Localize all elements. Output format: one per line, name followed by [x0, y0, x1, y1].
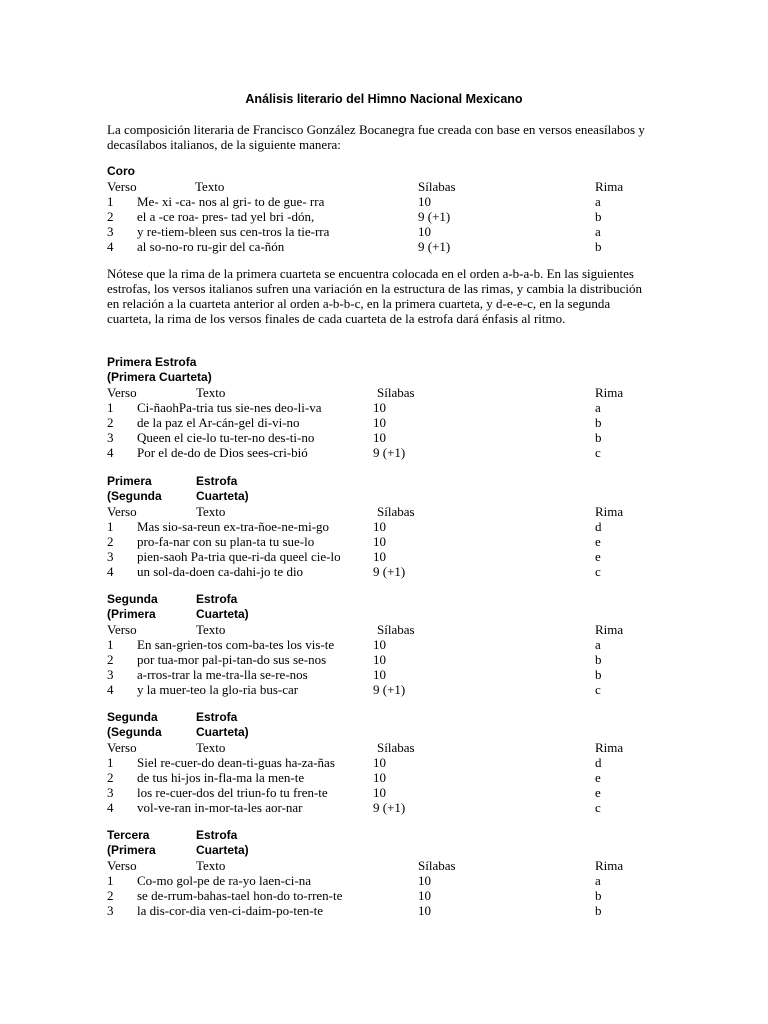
rhyme: c [595, 445, 601, 460]
col-rima: Rima [595, 504, 624, 519]
section-heading-label: Estrofa [196, 474, 238, 488]
section-heading-label: Primera [107, 474, 152, 488]
verse-text: Me- xi -ca- nos al gri- to de gue- rra [137, 194, 325, 209]
section-heading-line1 [107, 828, 667, 843]
column-headers [107, 622, 667, 637]
section-heading-line1 [107, 355, 667, 370]
section-heading-line1 [107, 474, 667, 489]
col-texto: Texto [196, 858, 226, 873]
section-heading-label: Tercera [107, 828, 150, 842]
verse-text: En san-grien-tos com-ba-tes los vis-te [137, 637, 335, 652]
syllable-count: 10 [373, 534, 386, 549]
rhyme: d [595, 519, 602, 534]
verso-number: 3 [107, 549, 114, 564]
rhyme: a [595, 224, 601, 239]
rhyme: d [595, 755, 602, 770]
section-segunda-estrofa-primera-cuarteta [107, 592, 667, 697]
syllable-count: 9 (+1) [373, 800, 406, 815]
table-row [107, 873, 667, 888]
col-texto: Texto [196, 740, 226, 755]
rhyme: e [595, 549, 601, 564]
col-verso: Verso [107, 740, 137, 755]
col-rima: Rima [595, 740, 624, 755]
verso-number: 2 [107, 652, 114, 667]
col-silabas: Sílabas [377, 622, 415, 637]
table-row [107, 652, 667, 667]
table-row [107, 564, 667, 579]
syllable-count: 10 [418, 888, 431, 903]
rhyme: b [595, 652, 602, 667]
column-headers [107, 858, 667, 873]
column-headers [107, 385, 667, 400]
rhyme: e [595, 770, 601, 785]
section-heading-label: (Primera [107, 843, 156, 857]
table-row [107, 682, 667, 697]
verso-number: 2 [107, 209, 114, 224]
section-heading-label: Estrofa [196, 710, 238, 724]
verse-text: Ci-ñaohPa-tria tus sie-nes deo-li-va [137, 400, 322, 415]
col-rima: Rima [595, 858, 624, 873]
section-segunda-estrofa-segunda-cuarteta [107, 710, 667, 815]
verse-text: vol-ve-ran in-mor-ta-les aor-nar [137, 800, 303, 815]
col-verso: Verso [107, 622, 137, 637]
syllable-count: 10 [373, 785, 386, 800]
table-row [107, 888, 667, 903]
table-row [107, 224, 667, 239]
verso-number: 1 [107, 637, 114, 652]
table-row [107, 430, 667, 445]
col-texto: Texto [196, 504, 226, 519]
verse-text: se de-rrum-bahas-tael hon-do to-rren-te [137, 888, 343, 903]
rhyme: c [595, 682, 601, 697]
table-row [107, 549, 667, 564]
section-heading-label: Cuarteta) [196, 607, 249, 621]
section-heading-label: Cuarteta) [196, 489, 249, 503]
table-row [107, 667, 667, 682]
verse-text: al so-no-ro ru-gir del ca-ñón [137, 239, 285, 254]
verse-text: y la muer-teo la glo-ria bus-car [137, 682, 299, 697]
verse-text: Siel re-cuer-do dean-ti-guas ha-za-ñas [137, 755, 335, 770]
verse-text: Mas sio-sa-reun ex-tra-ñoe-ne-mi-go [137, 519, 330, 534]
table-row [107, 637, 667, 652]
table-row [107, 519, 667, 534]
verse-text: y re-tiem-bleen sus cen-tros la tie-rra [137, 224, 330, 239]
table-row [107, 239, 667, 254]
syllable-count: 9 (+1) [418, 239, 451, 254]
syllable-count: 10 [373, 519, 386, 534]
verse-text: un sol-da-doen ca-dahi-jo te dio [137, 564, 304, 579]
verso-number: 4 [107, 445, 114, 460]
table-row [107, 903, 667, 918]
syllable-count: 10 [373, 652, 386, 667]
section-heading-label: Cuarteta) [196, 725, 249, 739]
table-row [107, 445, 667, 460]
verso-number: 2 [107, 534, 114, 549]
rhyme: b [595, 888, 602, 903]
verso-number: 1 [107, 400, 114, 415]
rhyme: e [595, 534, 601, 549]
table-row [107, 755, 667, 770]
col-rima: Rima [595, 622, 624, 637]
syllable-count: 10 [373, 549, 386, 564]
section-heading-line2 [107, 725, 667, 740]
verse-text: Por el de-do de Dios sees-cri-bió [137, 445, 308, 460]
syllable-count: 9 (+1) [373, 682, 406, 697]
section-heading-label: (Primera [107, 607, 156, 621]
column-headers [107, 504, 667, 519]
col-texto: Texto [195, 179, 225, 194]
section-tercera-estrofa-primera-cuarteta [107, 828, 667, 918]
syllable-count: 10 [418, 224, 431, 239]
verso-number: 3 [107, 785, 114, 800]
section-heading-line2 [107, 843, 667, 858]
section-heading-label: (Primera Cuarteta) [107, 370, 212, 384]
syllable-count: 9 (+1) [418, 209, 451, 224]
rhyme: a [595, 873, 601, 888]
section-heading-label: Segunda [107, 710, 158, 724]
rhyme: b [595, 415, 602, 430]
verse-text: Queen el cie-lo tu-ter-no des-ti-no [137, 430, 315, 445]
syllable-count: 10 [373, 770, 386, 785]
section-heading-line2 [107, 607, 667, 622]
verse-text: el a -ce roa- pres- tad yel bri -dón, [137, 209, 315, 224]
syllable-count: 10 [418, 873, 431, 888]
col-rima: Rima [595, 385, 624, 400]
rhyme: e [595, 785, 601, 800]
column-headers [107, 740, 667, 755]
verso-number: 3 [107, 667, 114, 682]
document-title: Análisis literario del Himno Nacional Mexicano [245, 92, 523, 106]
syllable-count: 10 [418, 903, 431, 918]
coro-heading: Coro [107, 164, 135, 178]
col-verso: Verso [107, 179, 137, 194]
col-silabas: Sílabas [377, 740, 415, 755]
syllable-count: 10 [373, 667, 386, 682]
verse-text: a-rros-trar la me-tra-lla se-re-nos [137, 667, 308, 682]
section-heading-label: Cuarteta) [196, 843, 249, 857]
verse-text: los re-cuer-dos del triun-fo tu fren-te [137, 785, 328, 800]
intro-text: La composición literaria de Francisco González Bocanegra fue creada con base en versos eneasílabos y decasílabos italianos, de la siguiente manera: [107, 122, 645, 152]
col-verso: Verso [107, 858, 137, 873]
table-row [107, 209, 667, 224]
col-verso: Verso [107, 504, 137, 519]
syllable-count: 10 [373, 637, 386, 652]
col-verso: Verso [107, 385, 137, 400]
syllable-count: 10 [373, 755, 386, 770]
section-heading-label: Estrofa [196, 592, 238, 606]
section-heading-label: Primera Estrofa [107, 355, 197, 369]
col-silabas: Sílabas [377, 504, 415, 519]
rhyme: a [595, 400, 601, 415]
verse-text: de la paz el Ar-cán-gel di-vi-no [137, 415, 300, 430]
section-primera-estrofa-primera-cuarteta [107, 355, 667, 460]
verso-number: 4 [107, 239, 114, 254]
rhyme: a [595, 637, 601, 652]
note-paragraph [107, 266, 652, 326]
col-texto: Texto [196, 385, 226, 400]
verso-number: 2 [107, 770, 114, 785]
syllable-count: 10 [373, 415, 386, 430]
verse-text: pro-fa-nar con su plan-ta tu sue-lo [137, 534, 315, 549]
coro-section [107, 164, 667, 254]
rhyme: a [595, 194, 601, 209]
verso-number: 3 [107, 430, 114, 445]
section-heading-line1 [107, 592, 667, 607]
verso-number: 4 [107, 682, 114, 697]
section-heading-label: (Segunda [107, 489, 162, 503]
syllable-count: 10 [373, 430, 386, 445]
rhyme: c [595, 800, 601, 815]
verse-text: pien-saoh Pa-tria que-ri-da queel cie-lo [137, 549, 341, 564]
verso-number: 1 [107, 873, 114, 888]
verso-number: 4 [107, 564, 114, 579]
rhyme: b [595, 903, 602, 918]
verso-number: 4 [107, 800, 114, 815]
table-row [107, 534, 667, 549]
verse-text: por tua-mor pal-pi-tan-do sus se-nos [137, 652, 327, 667]
syllable-count: 9 (+1) [373, 564, 406, 579]
col-silabas: Sílabas [418, 179, 456, 194]
section-heading-line2 [107, 489, 667, 504]
note-text: Nótese que la rima de la primera cuarteta se encuentra colocada en el orden a-b-a-b. En las siguientes estrofas, los versos italianos sufren una variación en la estructura de las rimas, y cambia la distribución en relación a la cuarteta anterior al orden a-b-b-c, en la primera cuarteta, y d-e-e-c, en la segunda cuarteta, la rima de los versos finales de cada cuarteta de la estrofa dará énfasis al ritmo. [107, 266, 642, 326]
table-row [107, 194, 667, 209]
syllable-count: 9 (+1) [373, 445, 406, 460]
verse-text: Co-mo gol-pe de ra-yo laen-ci-na [137, 873, 311, 888]
section-heading-line1 [107, 710, 667, 725]
col-silabas: Sílabas [418, 858, 456, 873]
verso-number: 1 [107, 755, 114, 770]
section-heading-label: Segunda [107, 592, 158, 606]
verso-number: 1 [107, 519, 114, 534]
coro-column-headers [107, 179, 667, 194]
col-silabas: Sílabas [377, 385, 415, 400]
col-texto: Texto [196, 622, 226, 637]
rhyme: b [595, 239, 602, 254]
verso-number: 3 [107, 224, 114, 239]
verso-number: 2 [107, 415, 114, 430]
verso-number: 1 [107, 194, 114, 209]
section-heading-label: (Segunda [107, 725, 162, 739]
verse-text: la dis-cor-dia ven-ci-daim-po-ten-te [137, 903, 323, 918]
verso-number: 2 [107, 888, 114, 903]
rhyme: b [595, 209, 602, 224]
table-row [107, 400, 667, 415]
intro-paragraph [107, 122, 652, 152]
table-row [107, 800, 667, 815]
rhyme: b [595, 667, 602, 682]
syllable-count: 10 [373, 400, 386, 415]
table-row [107, 415, 667, 430]
table-row [107, 770, 667, 785]
col-rima: Rima [595, 179, 624, 194]
section-heading-label: Estrofa [196, 828, 238, 842]
section-heading-line2 [107, 370, 667, 385]
verso-number: 3 [107, 903, 114, 918]
rhyme: c [595, 564, 601, 579]
section-primera-estrofa-segunda-cuarteta [107, 474, 667, 579]
table-row [107, 785, 667, 800]
rhyme: b [595, 430, 602, 445]
syllable-count: 10 [418, 194, 431, 209]
verse-text: de tus hi-jos in-fla-ma la men-te [137, 770, 305, 785]
